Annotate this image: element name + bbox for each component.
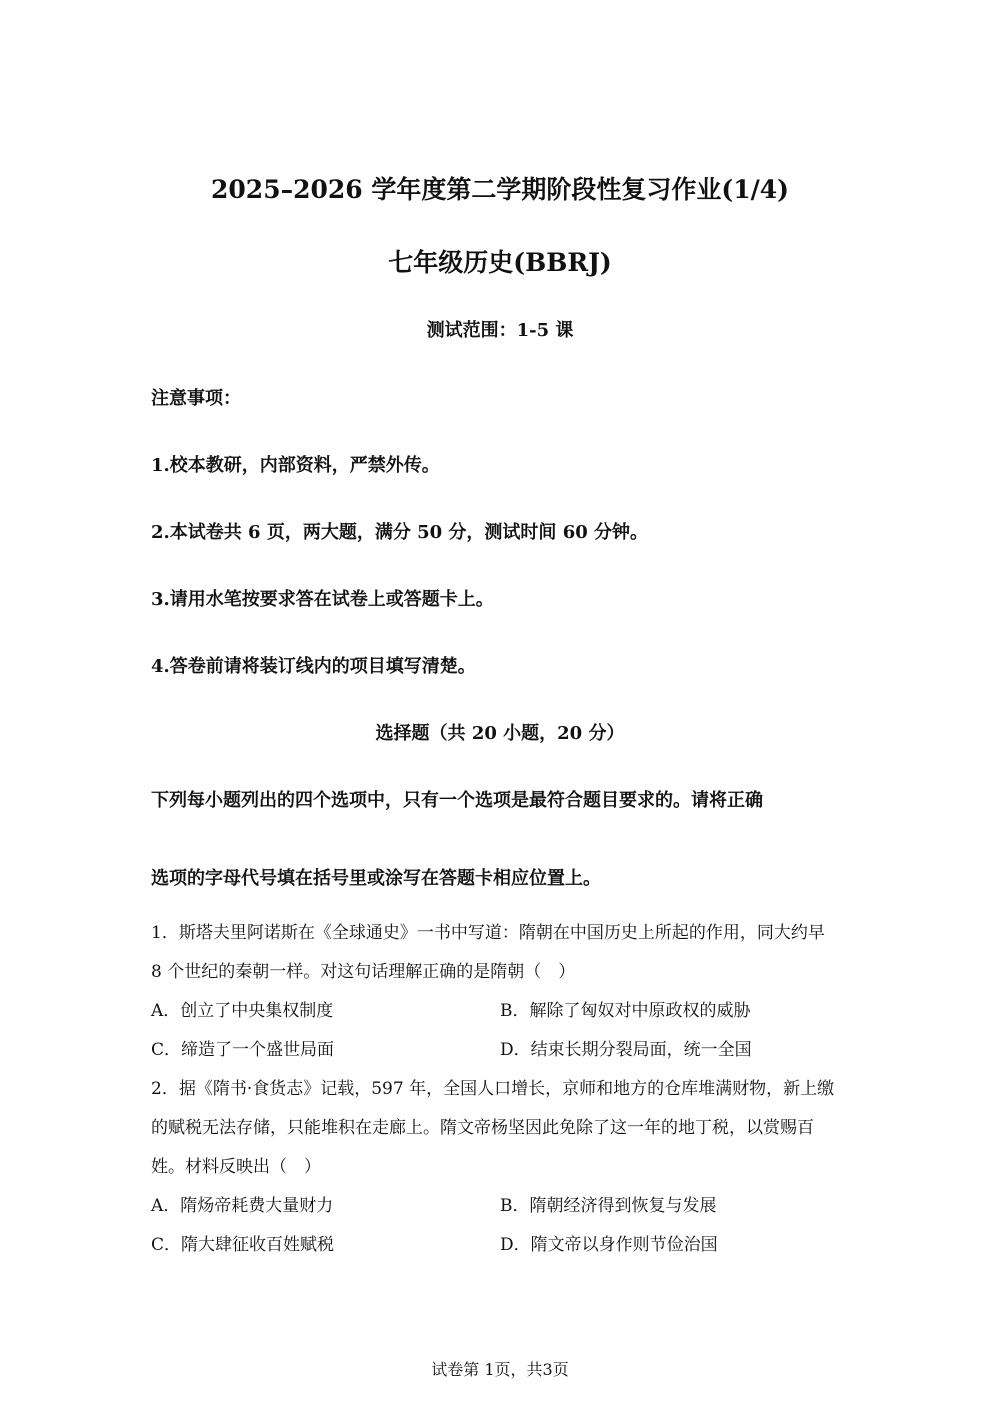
note-item: 4.答卷前请将装订线内的项目填写清楚。	[151, 656, 476, 677]
question-2-option-c: C．隋大肆征收百姓赋税	[151, 1235, 335, 1255]
question-2-option-a: A．隋炀帝耗费大量财力	[151, 1196, 334, 1216]
question-2-option-d: D．隋文帝以身作则节俭治国	[500, 1235, 718, 1255]
page-footer: 试卷第 1页，共3页	[431, 1360, 569, 1379]
question-1-option-b: B．解除了匈奴对中原政权的威胁	[500, 1001, 751, 1021]
document-title: 2025–2026 学年度第二学期阶段性复习作业(1/4)	[211, 175, 789, 204]
notes-heading: 注意事项：	[151, 388, 241, 409]
section-title: 选择题（共 20 小题，20 分）	[375, 723, 625, 744]
question-2-option-b: B．隋朝经济得到恢复与发展	[500, 1196, 717, 1216]
note-item: 2.本试卷共 6 页，两大题，满分 50 分，测试时间 60 分钟。	[151, 522, 649, 543]
note-item: 3.请用水笔按要求答在试卷上或答题卡上。	[151, 589, 494, 610]
question-1-text: 8 个世纪的秦朝一样。对这句话理解正确的是隋朝（ ）	[151, 962, 576, 982]
note-item: 1.校本教研，内部资料，严禁外传。	[151, 455, 440, 476]
question-1-option-a: A．创立了中央集权制度	[151, 1001, 334, 1021]
document-subtitle: 七年级历史(BBRJ)	[388, 248, 612, 277]
question-1-option-c: C．缔造了一个盛世局面	[151, 1040, 335, 1060]
question-2-text: 姓。材料反映出（ ）	[151, 1157, 321, 1177]
section-instruction: 选项的字母代号填在括号里或涂写在答题卡相应位置上。	[151, 868, 601, 889]
question-1-text: 1．斯塔夫里阿诺斯在《全球通史》一书中写道：隋朝在中国历史上所起的作用，同大约早	[151, 923, 825, 943]
question-2-text: 的赋税无法存储，只能堆积在走廊上。隋文帝杨坚因此免除了这一年的地丁税，以赏赐百	[151, 1118, 814, 1138]
question-2-text: 2．据《隋书·食货志》记载，597 年，全国人口增长，京师和地方的仓库堆满财物，新上缴	[151, 1079, 835, 1099]
test-range: 测试范围：1-5 课	[426, 320, 574, 341]
question-1-option-d: D．结束长期分裂局面，统一全国	[500, 1040, 752, 1060]
section-instruction: 下列每小题列出的四个选项中，只有一个选项是最符合题目要求的。请将正确	[151, 790, 763, 811]
